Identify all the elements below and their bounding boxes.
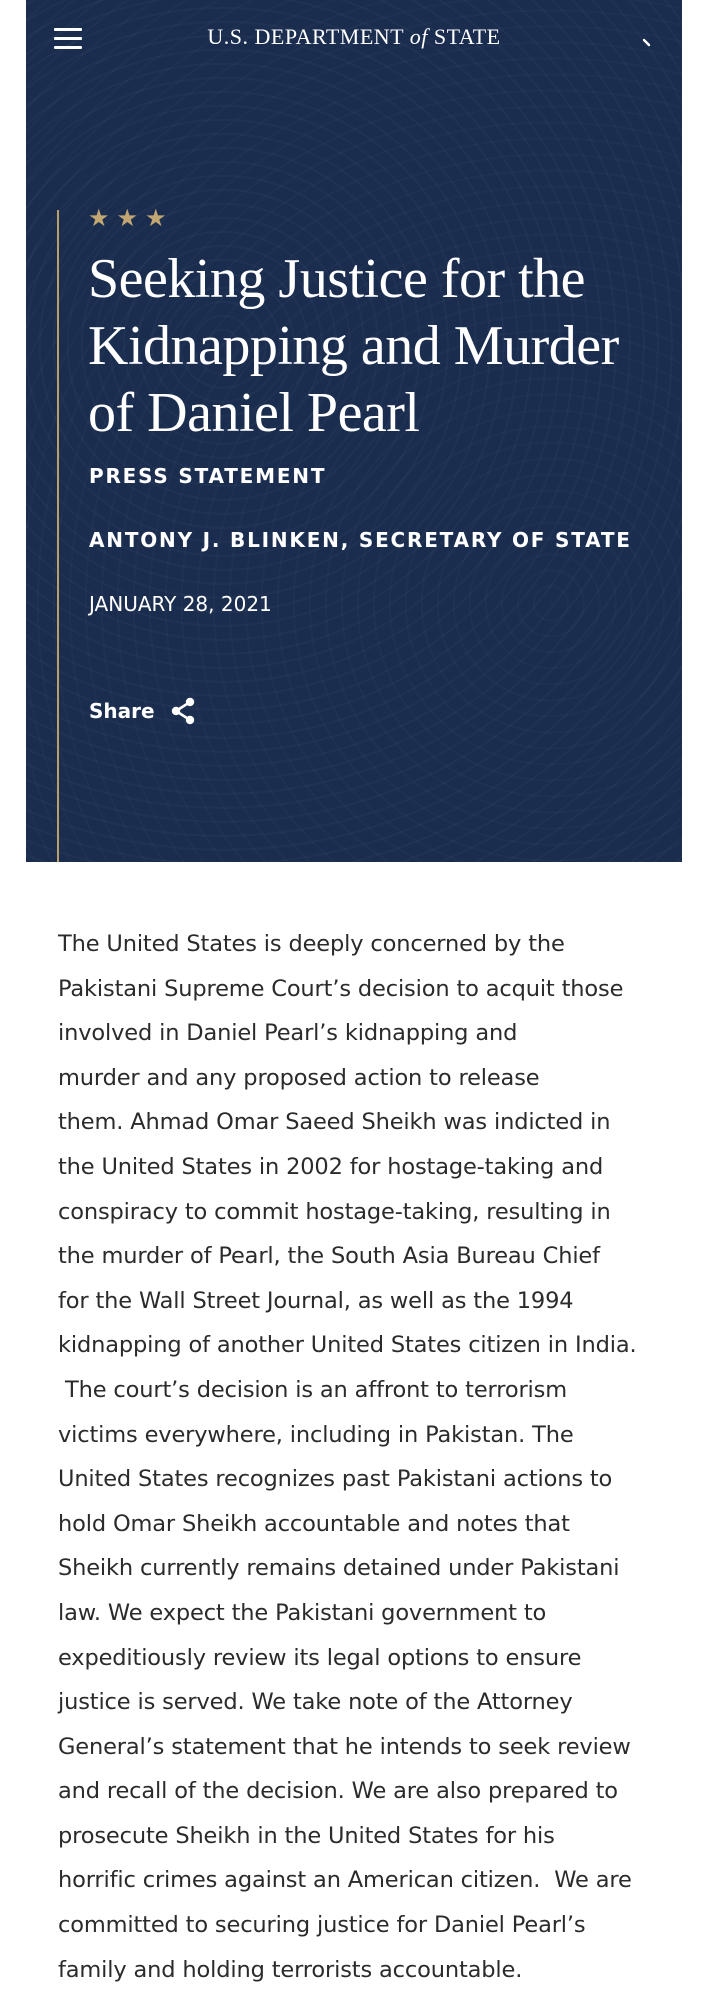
brand-suffix: STATE <box>433 24 501 49</box>
article-line: conspiracy to commit hostage-taking, resulting in <box>58 1198 611 1225</box>
article-line: expeditiously review its legal options to ensure <box>58 1644 582 1671</box>
article-line: victims everywhere, including in Pakistan. The <box>58 1421 574 1448</box>
brand-of: of <box>409 24 428 49</box>
article-line: murder and any proposed action to release <box>58 1064 540 1091</box>
share-button[interactable] <box>89 694 197 728</box>
article-line: The court’s decision is an affront to terrorism <box>58 1376 567 1403</box>
title-line: Seeking Justice for the <box>88 248 586 310</box>
article-body <box>58 922 668 1992</box>
page-title <box>88 246 648 447</box>
article-line: horrific crimes against an American citizen. We are <box>58 1867 632 1894</box>
article-line: involved in Daniel Pearl’s kidnapping and <box>58 1020 518 1047</box>
article-line: law. We expect the Pakistani government to <box>58 1599 547 1626</box>
article-line: kidnapping of another United States citizen in India. <box>58 1332 637 1359</box>
title-line: Kidnapping and Murder <box>88 315 619 377</box>
article-date: JANUARY 28, 2021 <box>89 592 272 616</box>
article-line: The United States is deeply concerned by the <box>58 931 565 957</box>
article-line: for the Wall Street Journal, as well as the 1994 <box>58 1287 574 1314</box>
article-line: hold Omar Sheikh accountable and notes that <box>58 1510 570 1537</box>
article-line: and recall of the decision. We are also prepared to <box>58 1778 618 1805</box>
article-line: the murder of Pearl, the South Asia Bureau Chief <box>58 1243 600 1270</box>
share-icon <box>169 696 197 726</box>
article-type: PRESS STATEMENT <box>89 464 327 488</box>
share-label: Share <box>89 699 155 723</box>
stars-icon: ★★★ <box>88 204 174 232</box>
article-line: the United States in 2002 for hostage-taking and <box>58 1153 604 1180</box>
brand-prefix: U.S. DEPARTMENT <box>207 24 404 49</box>
hero-banner <box>26 0 682 862</box>
site-logo[interactable] <box>26 24 682 50</box>
article-line: Pakistani Supreme Court’s decision to acquit those <box>58 975 624 1002</box>
search-icon[interactable] <box>638 34 658 54</box>
title-line: of Daniel Pearl <box>88 382 420 444</box>
accent-rule <box>57 210 59 862</box>
article-line: Sheikh currently remains detained under Pakistani <box>58 1555 620 1582</box>
article-line: them. Ahmad Omar Saeed Sheikh was indicted in <box>58 1109 611 1136</box>
article-line: prosecute Sheikh in the United States for his <box>58 1822 555 1849</box>
article-line: United States recognizes past Pakistani actions to <box>58 1466 613 1493</box>
article-line: General’s statement that he intends to seek review <box>58 1733 631 1760</box>
article-line: justice is served. We take note of the Attorney <box>58 1689 573 1716</box>
article-author: ANTONY J. BLINKEN, SECRETARY OF STATE <box>89 528 632 552</box>
article-line: committed to securing justice for Daniel Pearl’s <box>58 1912 586 1939</box>
article-line: family and holding terrorists accountable. <box>58 1956 523 1983</box>
